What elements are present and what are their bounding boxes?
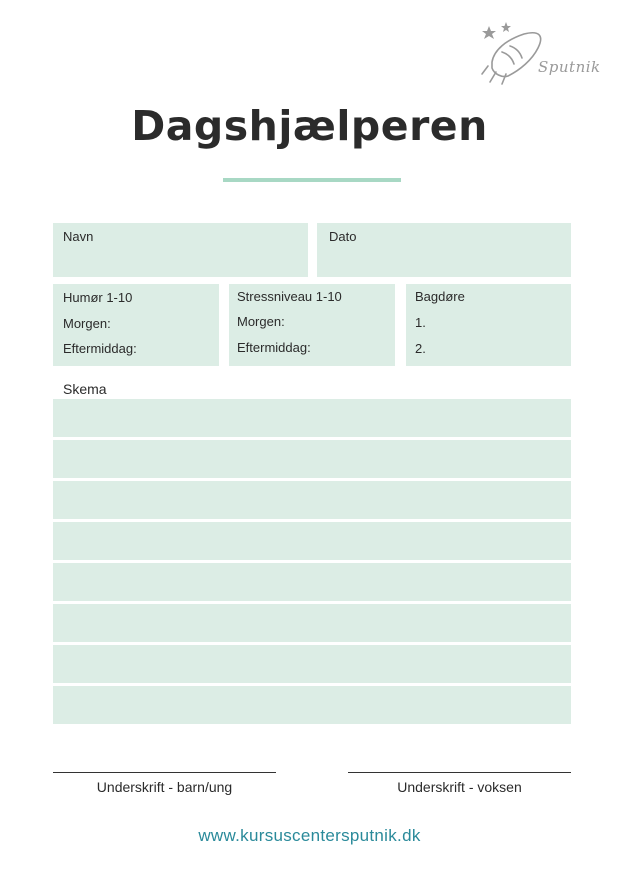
page-title: Dagshjælperen bbox=[131, 102, 488, 150]
stress-box[interactable] bbox=[229, 284, 395, 366]
skema-row[interactable] bbox=[53, 440, 571, 478]
skema-row[interactable] bbox=[53, 686, 571, 724]
navn-label: Navn bbox=[63, 229, 94, 244]
signature-line-child[interactable] bbox=[53, 772, 276, 773]
website-link[interactable]: www.kursuscentersputnik.dk bbox=[198, 826, 421, 845]
stress-heading: Stressniveau 1-10 bbox=[237, 289, 342, 304]
stress-morgen-label: Morgen: bbox=[237, 314, 285, 329]
skema-heading: Skema bbox=[63, 381, 107, 397]
humor-heading: Humør 1-10 bbox=[63, 290, 133, 305]
rocket-icon bbox=[480, 22, 605, 88]
bagdore-item-2: 2. bbox=[415, 341, 426, 356]
navn-field[interactable] bbox=[53, 223, 308, 277]
bagdore-box[interactable] bbox=[406, 284, 571, 366]
signature-line-adult[interactable] bbox=[348, 772, 571, 773]
bagdore-heading: Bagdøre bbox=[415, 289, 465, 304]
humor-box[interactable] bbox=[53, 284, 219, 366]
skema-row[interactable] bbox=[53, 563, 571, 601]
dato-label: Dato bbox=[329, 229, 357, 244]
stress-eftermiddag-label: Eftermiddag: bbox=[237, 340, 311, 355]
signature-label-child: Underskrift - barn/ung bbox=[96, 779, 233, 795]
humor-morgen-label: Morgen: bbox=[63, 316, 111, 331]
skema-row[interactable] bbox=[53, 522, 571, 560]
sputnik-logo bbox=[480, 22, 605, 88]
humor-eftermiddag-label: Eftermiddag: bbox=[63, 341, 137, 356]
skema-row[interactable] bbox=[53, 481, 571, 519]
skema-row[interactable] bbox=[53, 645, 571, 683]
skema-row[interactable] bbox=[53, 604, 571, 642]
signature-label-adult: Underskrift - voksen bbox=[397, 779, 522, 795]
title-underline bbox=[223, 178, 401, 182]
dato-field[interactable] bbox=[317, 223, 571, 277]
bagdore-item-1: 1. bbox=[415, 315, 426, 330]
skema-row[interactable] bbox=[53, 399, 571, 437]
logo-text: Sputnik bbox=[538, 58, 601, 76]
